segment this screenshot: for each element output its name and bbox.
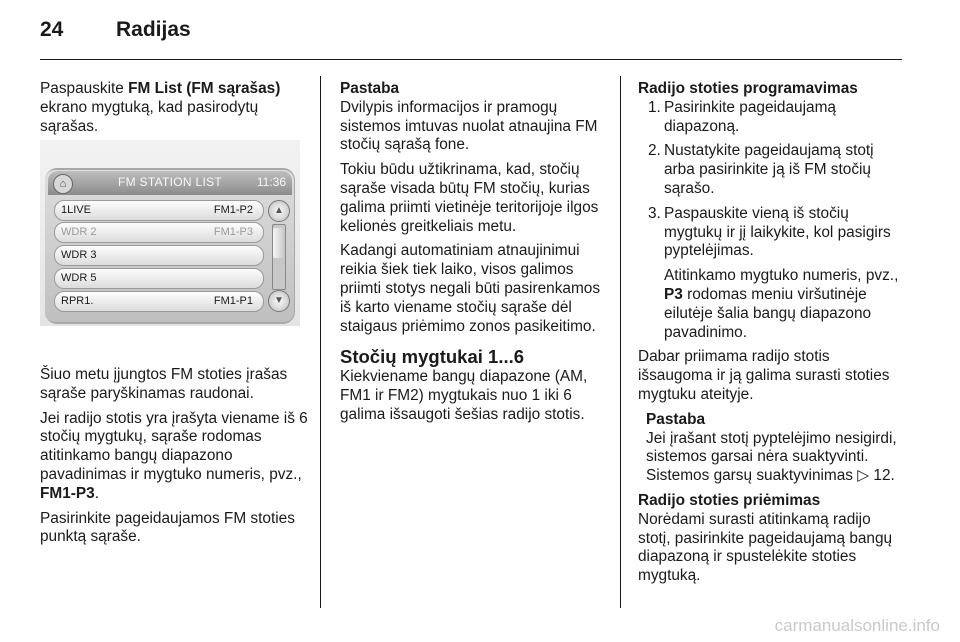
- paragraph: Tokiu būdu užtikrinama, kad, stočių sąraše visada būtų FM stočių, kurias galima priimti vietinėje teritorijoje ilgos kelionės greitkeliais metu.: [340, 161, 599, 235]
- column-1: [40, 80, 308, 142]
- station-row[interactable]: WDR 2 FM1-P3: [54, 222, 264, 243]
- note-title: Pastaba: [646, 410, 706, 428]
- subsection-heading: Radijo stoties programavimas: [638, 80, 858, 97]
- list-item: 1. Pasirinkite pageidaujamą diapazoną.: [648, 98, 836, 135]
- list-item: 2. Nustatykite pageidaujamą stotį arba pasirinkite ją iš FM stočių sąrašo.: [648, 142, 874, 197]
- page-ref-icon: ▷: [857, 467, 870, 485]
- step-note: Atitinkamo mygtuko numeris, pvz., P3 rodomas meniu viršutinėje eilutėje šalia bangų diapazono pavadinimo.: [664, 267, 899, 341]
- header-rule: [40, 59, 902, 60]
- list-item: 3. Paspauskite vieną iš stočių mygtukų ir jį laikykite, kol pasigirs pyptelėjimas.: [648, 204, 891, 260]
- column-2: [340, 80, 606, 431]
- section-heading: Stočių mygtukai 1...6: [340, 346, 525, 368]
- scrollbar-thumb[interactable]: [273, 228, 283, 258]
- station-row[interactable]: 1LIVE FM1-P2: [54, 200, 264, 221]
- screen-titlebar: [48, 171, 292, 195]
- scroll-down-icon[interactable]: ▼: [268, 290, 290, 312]
- paragraph: Kiekviename bangų diapazone (AM, FM1 ir FM2) mygtukais nuo 1 iki 6 galima išsaugoti šešias radijo stotis.: [340, 368, 588, 423]
- paragraph: Kadangi automatiniam atnaujinimui reikia šiek tiek laiko, visos galimos priimti stotys negali būti pasirenkamos iš karto viename stočių sąraše dėl staigaus priėmimo zonos pasikeitimo.: [340, 242, 601, 335]
- station-row[interactable]: WDR 5: [54, 268, 264, 289]
- clock: 11:36: [256, 175, 286, 189]
- paragraph: Dabar priimama radijo stotis išsaugoma ir ją galima surasti stoties mygtuku ateityje.: [638, 348, 890, 403]
- scroll-up-icon[interactable]: ▲: [268, 200, 290, 222]
- note-text: Jei įrašant stotį pyptelėjimo nesigirdi, sistemos garsai nėra suaktyvinti. Sistemos garsų suaktyvinimas ▷ 12.: [646, 429, 897, 485]
- section-title: Radijas: [116, 18, 191, 41]
- note-title: Pastaba: [340, 80, 400, 97]
- page-number: 24: [40, 18, 64, 41]
- page-header: [40, 18, 191, 42]
- page-ref-link[interactable]: 12.: [873, 467, 895, 485]
- station-row[interactable]: WDR 3: [54, 245, 264, 266]
- station-row[interactable]: RPR1. FM1-P1: [54, 291, 264, 312]
- paragraph: Paspauskite FM List (FM sąrašas) ekrano mygtuką, kad pasirodytų sąrašas.: [40, 80, 281, 135]
- fm-station-list-screenshot: [40, 140, 300, 326]
- watermark-footer: carmanualsonline.info: [774, 616, 940, 635]
- home-icon[interactable]: ⌂: [53, 174, 73, 194]
- column-divider-1: [320, 76, 321, 608]
- column-3: [638, 80, 904, 592]
- subsection-heading: Radijo stoties priėmimas: [638, 491, 821, 509]
- screen-title: FM STATION LIST: [117, 175, 223, 189]
- paragraph: Dvilypis informacijos ir pramogų sistemos imtuvas nuolat atnaujina FM stočių sąrašą fone.: [340, 98, 598, 154]
- paragraph: Jei radijo stotis yra įrašyta viename iš 6 stočių mygtukų, sąraše rodomas atitinkamo bangų diapazono pavadinimas ir mygtuko numeris, pvz., FM1-P3.: [40, 409, 308, 502]
- paragraph: Šiuo metu įjungtos FM stoties įrašas sąraše paryškinamas raudonai.: [40, 366, 288, 402]
- column-divider-2: [620, 76, 621, 608]
- paragraph: Pasirinkite pageidaujamos FM stoties punktą sąraše.: [40, 509, 295, 546]
- steps-list: [638, 99, 904, 261]
- paragraph: Norėdami surasti atitinkamą radijo stotį, pasirinkite pageidaujamą bangų diapazoną ir spustelėkite stoties mygtuką.: [638, 510, 893, 585]
- note-box: [638, 411, 904, 486]
- column-1-lower: [40, 366, 308, 553]
